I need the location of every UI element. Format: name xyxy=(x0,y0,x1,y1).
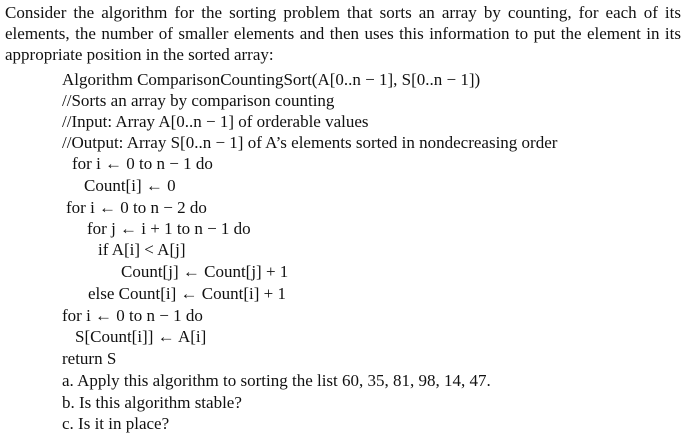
code-line-4: for j ← i + 1 to n − 1 do xyxy=(87,219,251,238)
algorithm-header: Algorithm ComparisonCountingSort(A[0..n − 1], S[0..n − 1]) xyxy=(62,70,481,89)
code-line-3: for i ← 0 to n − 2 do xyxy=(66,198,207,217)
question-c: c. Is it in place? xyxy=(62,414,170,433)
code-line-1: for i ← 0 to n − 1 do xyxy=(72,154,213,173)
code-line-9: S[Count[i]] ← A[i] xyxy=(75,327,207,346)
code-line-10: return S xyxy=(62,349,117,368)
code-line-7: else Count[i] ← Count[i] + 1 xyxy=(88,284,286,303)
question-a: a. Apply this algorithm to sorting the list 60, 35, 81, 98, 14, 47. xyxy=(62,371,491,390)
problem-intro: Consider the algorithm for the sorting problem that sorts an array by counting, for each of its elements, the number of smaller elements and then uses this information to put the element in its appropriate position in the sorted array: xyxy=(5,3,681,64)
code-line-8: for i ← 0 to n − 1 do xyxy=(62,306,203,325)
code-line-6: Count[j] ← Count[j] + 1 xyxy=(121,262,289,281)
question-b: b. Is this algorithm stable? xyxy=(62,393,242,412)
comment-output: //Output: Array S[0..n − 1] of A’s elements sorted in nondecreasing order xyxy=(62,133,558,152)
code-line-2: Count[i] ← 0 xyxy=(84,176,176,195)
comment-purpose: //Sorts an array by comparison counting xyxy=(62,91,335,110)
code-line-5: if A[i] < A[j] xyxy=(98,240,186,259)
comment-input: //Input: Array A[0..n − 1] of orderable values xyxy=(62,112,369,131)
